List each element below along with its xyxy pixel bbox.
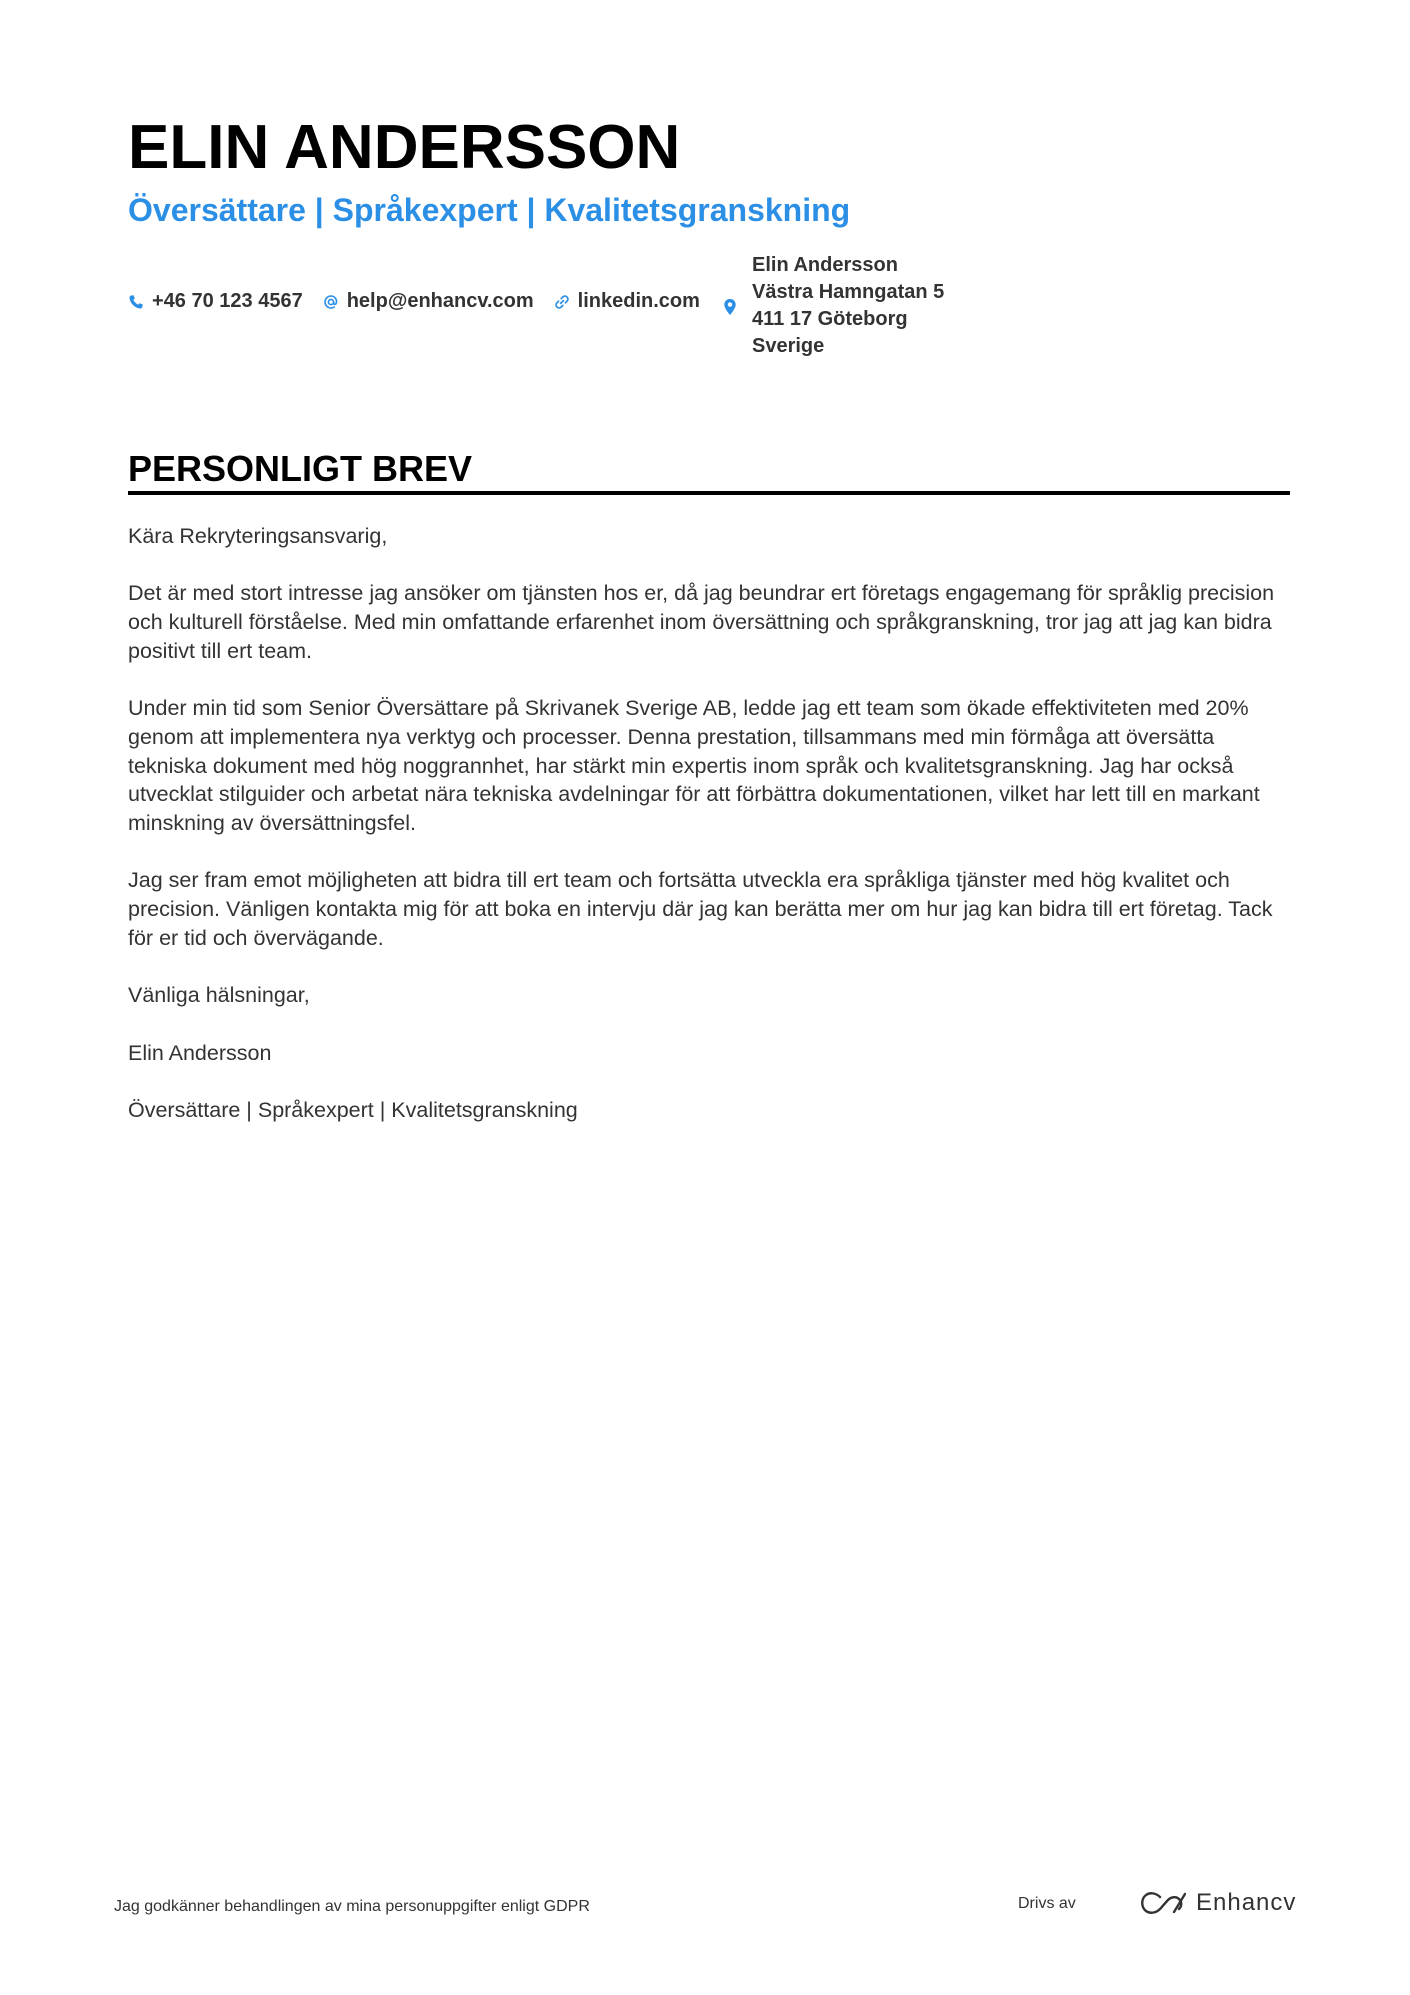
section-divider [128,491,1290,495]
contact-bar [128,290,720,313]
section-title: PERSONLIGT BREV [128,448,473,489]
linkedin-text: linkedin.com [577,290,700,312]
address-line: Sverige [752,335,825,357]
enhancv-logo[interactable] [1138,1889,1296,1917]
location-pin-icon [722,298,738,316]
candidate-name: ELIN ANDERSSON [128,113,681,182]
enhancv-logo-text: Enhancv [1196,1889,1297,1916]
address-line: Västra Hamngatan 5 [752,281,945,303]
phone-text: +46 70 123 4567 [152,290,303,312]
link-icon [554,294,570,310]
address-line: Elin Andersson [752,254,898,276]
contact-address [722,252,944,360]
letter-body [128,522,1293,1153]
letter-greeting: Kära Rekryteringsansvarig, [128,524,388,548]
phone-icon [128,294,144,310]
letter-closing: Vänliga hälsningar, [128,983,310,1008]
address-lines [752,252,944,360]
at-icon [323,294,339,310]
candidate-headline: Översättare | Språkexpert | Kvalitetsgranskning [128,192,851,228]
letter-paragraph: Jag ser fram emot möjligheten att bidra till ert team och fortsätta utveckla era språkliga tjänster med hög kvalitet och precision. Vänligen kontakta mig för att boka en intervju där jag kan berätta mer om hur jag kan bidra till ert företag. Tack för er tid och övervägande. [128,868,1273,950]
contact-linkedin[interactable] [554,290,700,313]
letter-paragraph: Under min tid som Senior Översättare på Skrivanek Sverige AB, ledde jag ett team som ökade effektiviteten med 20% genom att implementera nya verktyg och processer. Denna prestation, tillsammans med min förmåga att översätta tekniska dokument med hög noggrannhet, har stärkt min expertis inom språk och kvalitetsgranskning. Jag har också utvecklat stilguider och arbetat nära tekniska avdelningar för att förbättra dokumentationen, vilket har lett till en markant minskning av översättningsfel. [128,696,1260,835]
email-text: help@enhancv.com [346,290,534,312]
gdpr-consent: Jag godkänner behandlingen av mina personuppgifter enligt GDPR [114,1898,590,1915]
letter-paragraph: Det är med stort intresse jag ansöker om tjänsten hos er, då jag beundrar ert företags engagemang för språklig precision och kulturell förståelse. Med min omfattande erfarenhet inom översättning och språkgranskning, tror jag att jag kan bidra positivt till ert team. [128,581,1275,663]
powered-by-label: Drivs av [1018,1895,1076,1912]
address-line: 411 17 Göteborg [752,308,908,330]
signature-title: Översättare | Språkexpert | Kvalitetsgranskning [128,1097,578,1122]
contact-email[interactable] [323,290,534,313]
enhancv-logo-icon [1138,1890,1186,1916]
contact-phone[interactable] [128,290,303,313]
signature-name: Elin Andersson [128,1040,272,1065]
